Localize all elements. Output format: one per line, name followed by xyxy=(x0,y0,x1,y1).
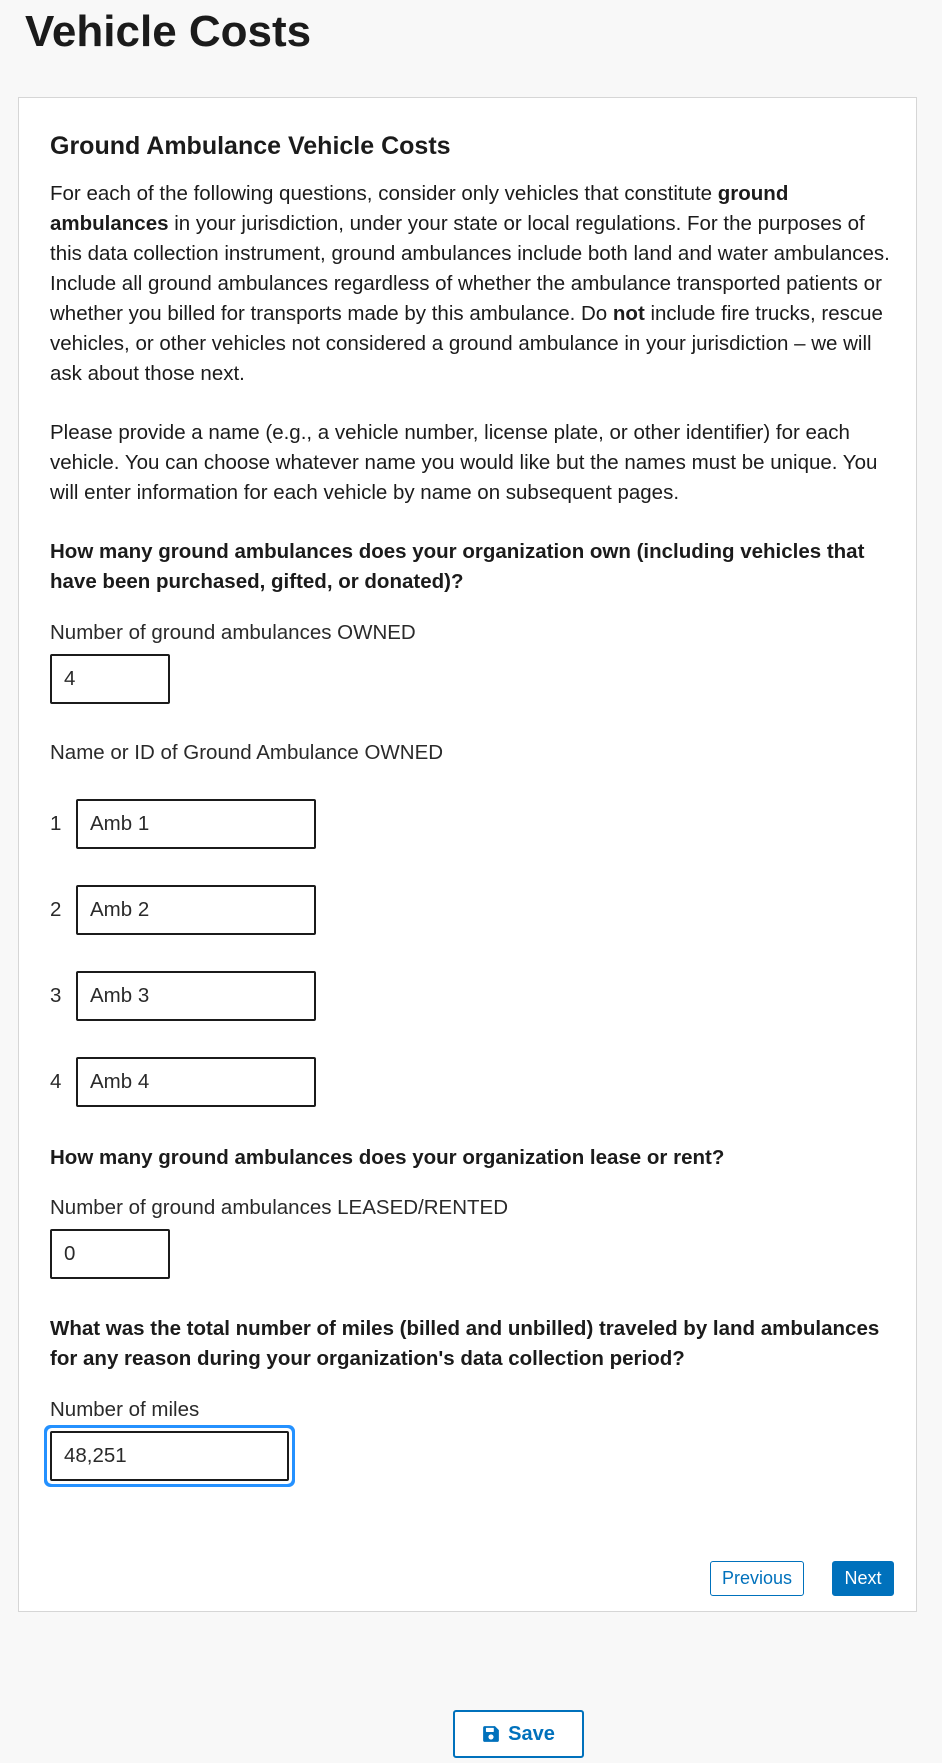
intro-bold-ground-ambulances: ground ambulances xyxy=(50,182,789,235)
leased-question: How many ground ambulances does your organization lease or rent? xyxy=(50,1146,725,1169)
owned-names-label: Name or ID of Ground Ambulance OWNED xyxy=(50,741,444,764)
miles-question: What was the total number of miles (billed and unbilled) traveled by land ambulances for any reason during your organization's data collection period? xyxy=(50,1317,880,1370)
owned-name-number-1: 1 xyxy=(50,812,62,835)
owned-name-input-3[interactable] xyxy=(76,971,316,1021)
naming-instructions: Please provide a name (e.g., a vehicle number, license plate, or other identifier) for each vehicle. You can choose whatever name you would like but the names must be unique. You will enter information for each vehicle by name on subsequent pages. xyxy=(50,421,878,504)
owned-name-input-4[interactable] xyxy=(76,1057,316,1107)
intro-text-3: include fire trucks, rescue vehicles, or other vehicles not considered a ground ambulance in your jurisdiction – we will ask about those next. xyxy=(50,302,883,385)
intro-bold-not: not xyxy=(612,302,645,325)
owned-name-number-3: 3 xyxy=(50,984,62,1007)
form-card xyxy=(18,97,917,1612)
owned-count-input[interactable] xyxy=(50,654,170,704)
owned-name-input-1[interactable] xyxy=(76,799,316,849)
miles-input[interactable] xyxy=(50,1431,289,1481)
owned-count-label: Number of ground ambulances OWNED xyxy=(50,621,416,644)
owned-name-input-2[interactable] xyxy=(76,885,316,935)
owned-name-number-4: 4 xyxy=(50,1070,62,1093)
next-button[interactable]: Next xyxy=(832,1561,894,1596)
save-button[interactable] xyxy=(453,1710,584,1758)
floppy-disk-icon xyxy=(482,1725,500,1743)
miles-label: Number of miles xyxy=(50,1398,200,1421)
page-title: Vehicle Costs xyxy=(25,7,312,56)
previous-button[interactable]: Previous xyxy=(710,1561,804,1596)
leased-count-label: Number of ground ambulances LEASED/RENTED xyxy=(50,1196,509,1219)
intro-text-2: in your jurisdiction, under your state or local regulations. For the purposes of this data collection instrument, ground ambulances include both land and water ambulances. Include all ground ambulances regardless of whether the ambulance transported patients or whether you billed for transports made by this ambulance. Do xyxy=(50,212,890,325)
owned-name-number-2: 2 xyxy=(50,898,62,921)
card-title: Ground Ambulance Vehicle Costs xyxy=(50,132,451,160)
leased-count-input[interactable] xyxy=(50,1229,170,1279)
save-button-label: Save xyxy=(508,1722,555,1745)
intro-paragraph xyxy=(50,179,900,389)
intro-text-1: For each of the following questions, consider only vehicles that constitute xyxy=(50,182,718,205)
owned-question: How many ground ambulances does your organization own (including vehicles that have been purchased, gifted, or donated)? xyxy=(50,540,865,593)
